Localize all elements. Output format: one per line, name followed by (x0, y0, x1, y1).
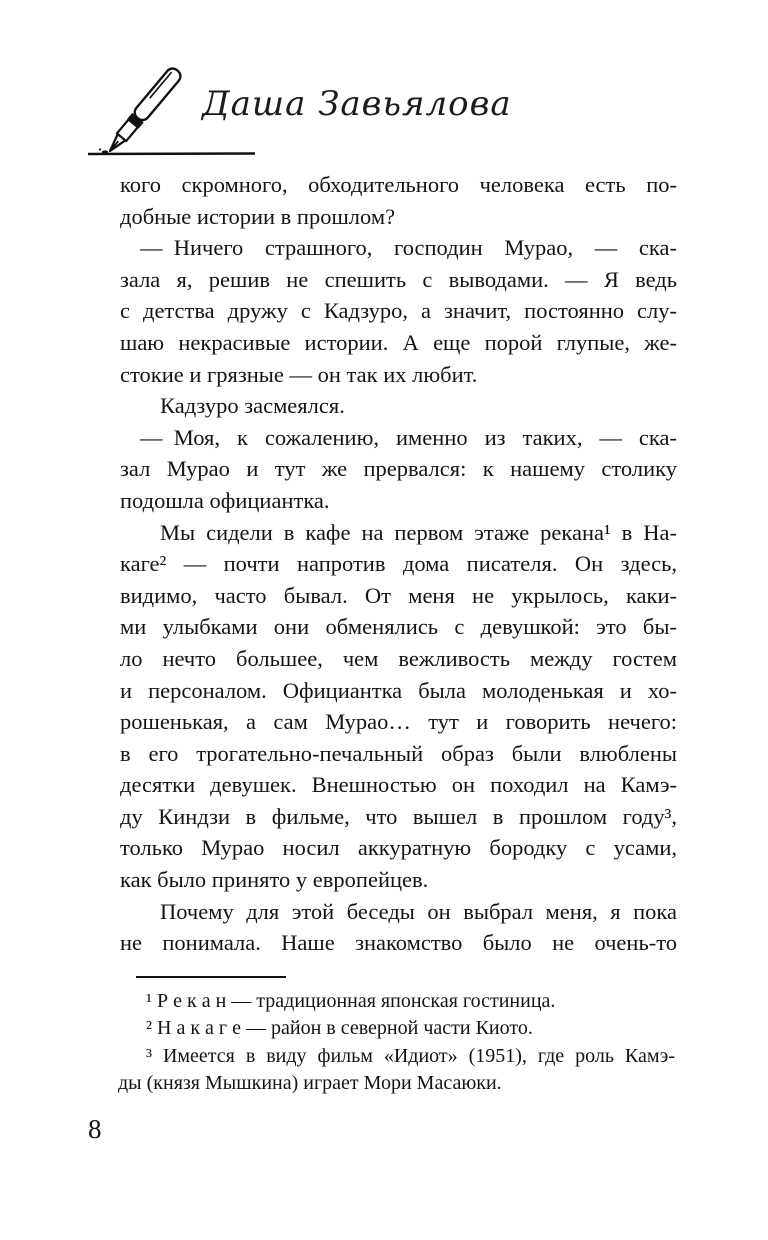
body-text-line: стокие и грязные — он так их любит. (120, 361, 478, 387)
footnotes (118, 988, 675, 1098)
body-text-line: каге² — почти напротив дома писателя. Он здесь, (120, 551, 677, 577)
body-text-line: зала я, решив не спешить с выводами. — Я ведь (120, 266, 677, 292)
body-text-line: Мы сидели в кафе на первом этаже рекана¹ в На- (160, 519, 677, 545)
footnote-line: ² Н а к а г е — район в северной части Киото. (146, 1017, 533, 1040)
body-text-line: только Мурао носил аккуратную бородку с усами, (120, 835, 677, 861)
body-text-line: ло нечто большее, чем вежливость между гостем (120, 645, 677, 671)
body-text-line: ми улыбками они обменялись с девушкой: это бы- (120, 614, 677, 640)
body-text-line: добные истории в прошлом? (120, 203, 396, 229)
body-text (120, 169, 677, 959)
body-text-line: — Моя, к сожалению, именно из таких, — ска- (140, 424, 677, 450)
body-text-line: ду Киндзи в фильме, что вышел в прошлом году³, (120, 803, 677, 829)
footnote-line: ды (князя Мышкина) играет Мори Масаюки. (118, 1072, 502, 1095)
body-text-line: Кадзуро засмеялся. (160, 393, 345, 419)
body-text-line: шаю некрасивые истории. А еще порой глупые, же- (120, 329, 677, 355)
footnote-separator (136, 976, 286, 978)
body-text-line: с детства дружу с Кадзуро, а значит, постоянно слу- (120, 298, 677, 324)
body-text-line: как было принято у европейцев. (120, 867, 429, 893)
body-text-line: кого скромного, обходительного человека есть по- (120, 172, 677, 197)
body-text-line: — Ничего страшного, господин Мурао, — ска- (140, 235, 677, 261)
page-number: 8 (88, 1114, 102, 1144)
author-name: Даша Завьялова (202, 84, 512, 124)
body-text-line: зал Мурао и тут же прервался: к нашему столику (120, 456, 677, 482)
body-text-line: десятки девушек. Внешностью он походил на Камэ- (120, 772, 677, 798)
body-text-line: и персоналом. Официантка была молоденькая и хо- (120, 677, 677, 703)
body-text-line: видимо, часто бывал. От меня не укрылось, каки- (120, 582, 677, 608)
body-text-line: в его трогательно-печальный образ были влюблены (120, 740, 677, 766)
body-text-line: Почему для этой беседы он выбрал меня, я пока (160, 898, 677, 924)
footnote-line: ³ Имеется в виду фильм «Идиот» (1951), где роль Камэ- (146, 1044, 675, 1067)
body-text-line: подошла официантка. (120, 487, 330, 513)
header-rule (88, 154, 255, 155)
body-text-line: рошенькая, а сам Мурао… тут и говорить нечего: (120, 709, 677, 735)
footnote-line: ¹ Р е к а н — традиционная японская гостиница. (146, 990, 556, 1012)
body-text-line: не понимала. Наше знакомство было не очень-то (120, 930, 677, 956)
